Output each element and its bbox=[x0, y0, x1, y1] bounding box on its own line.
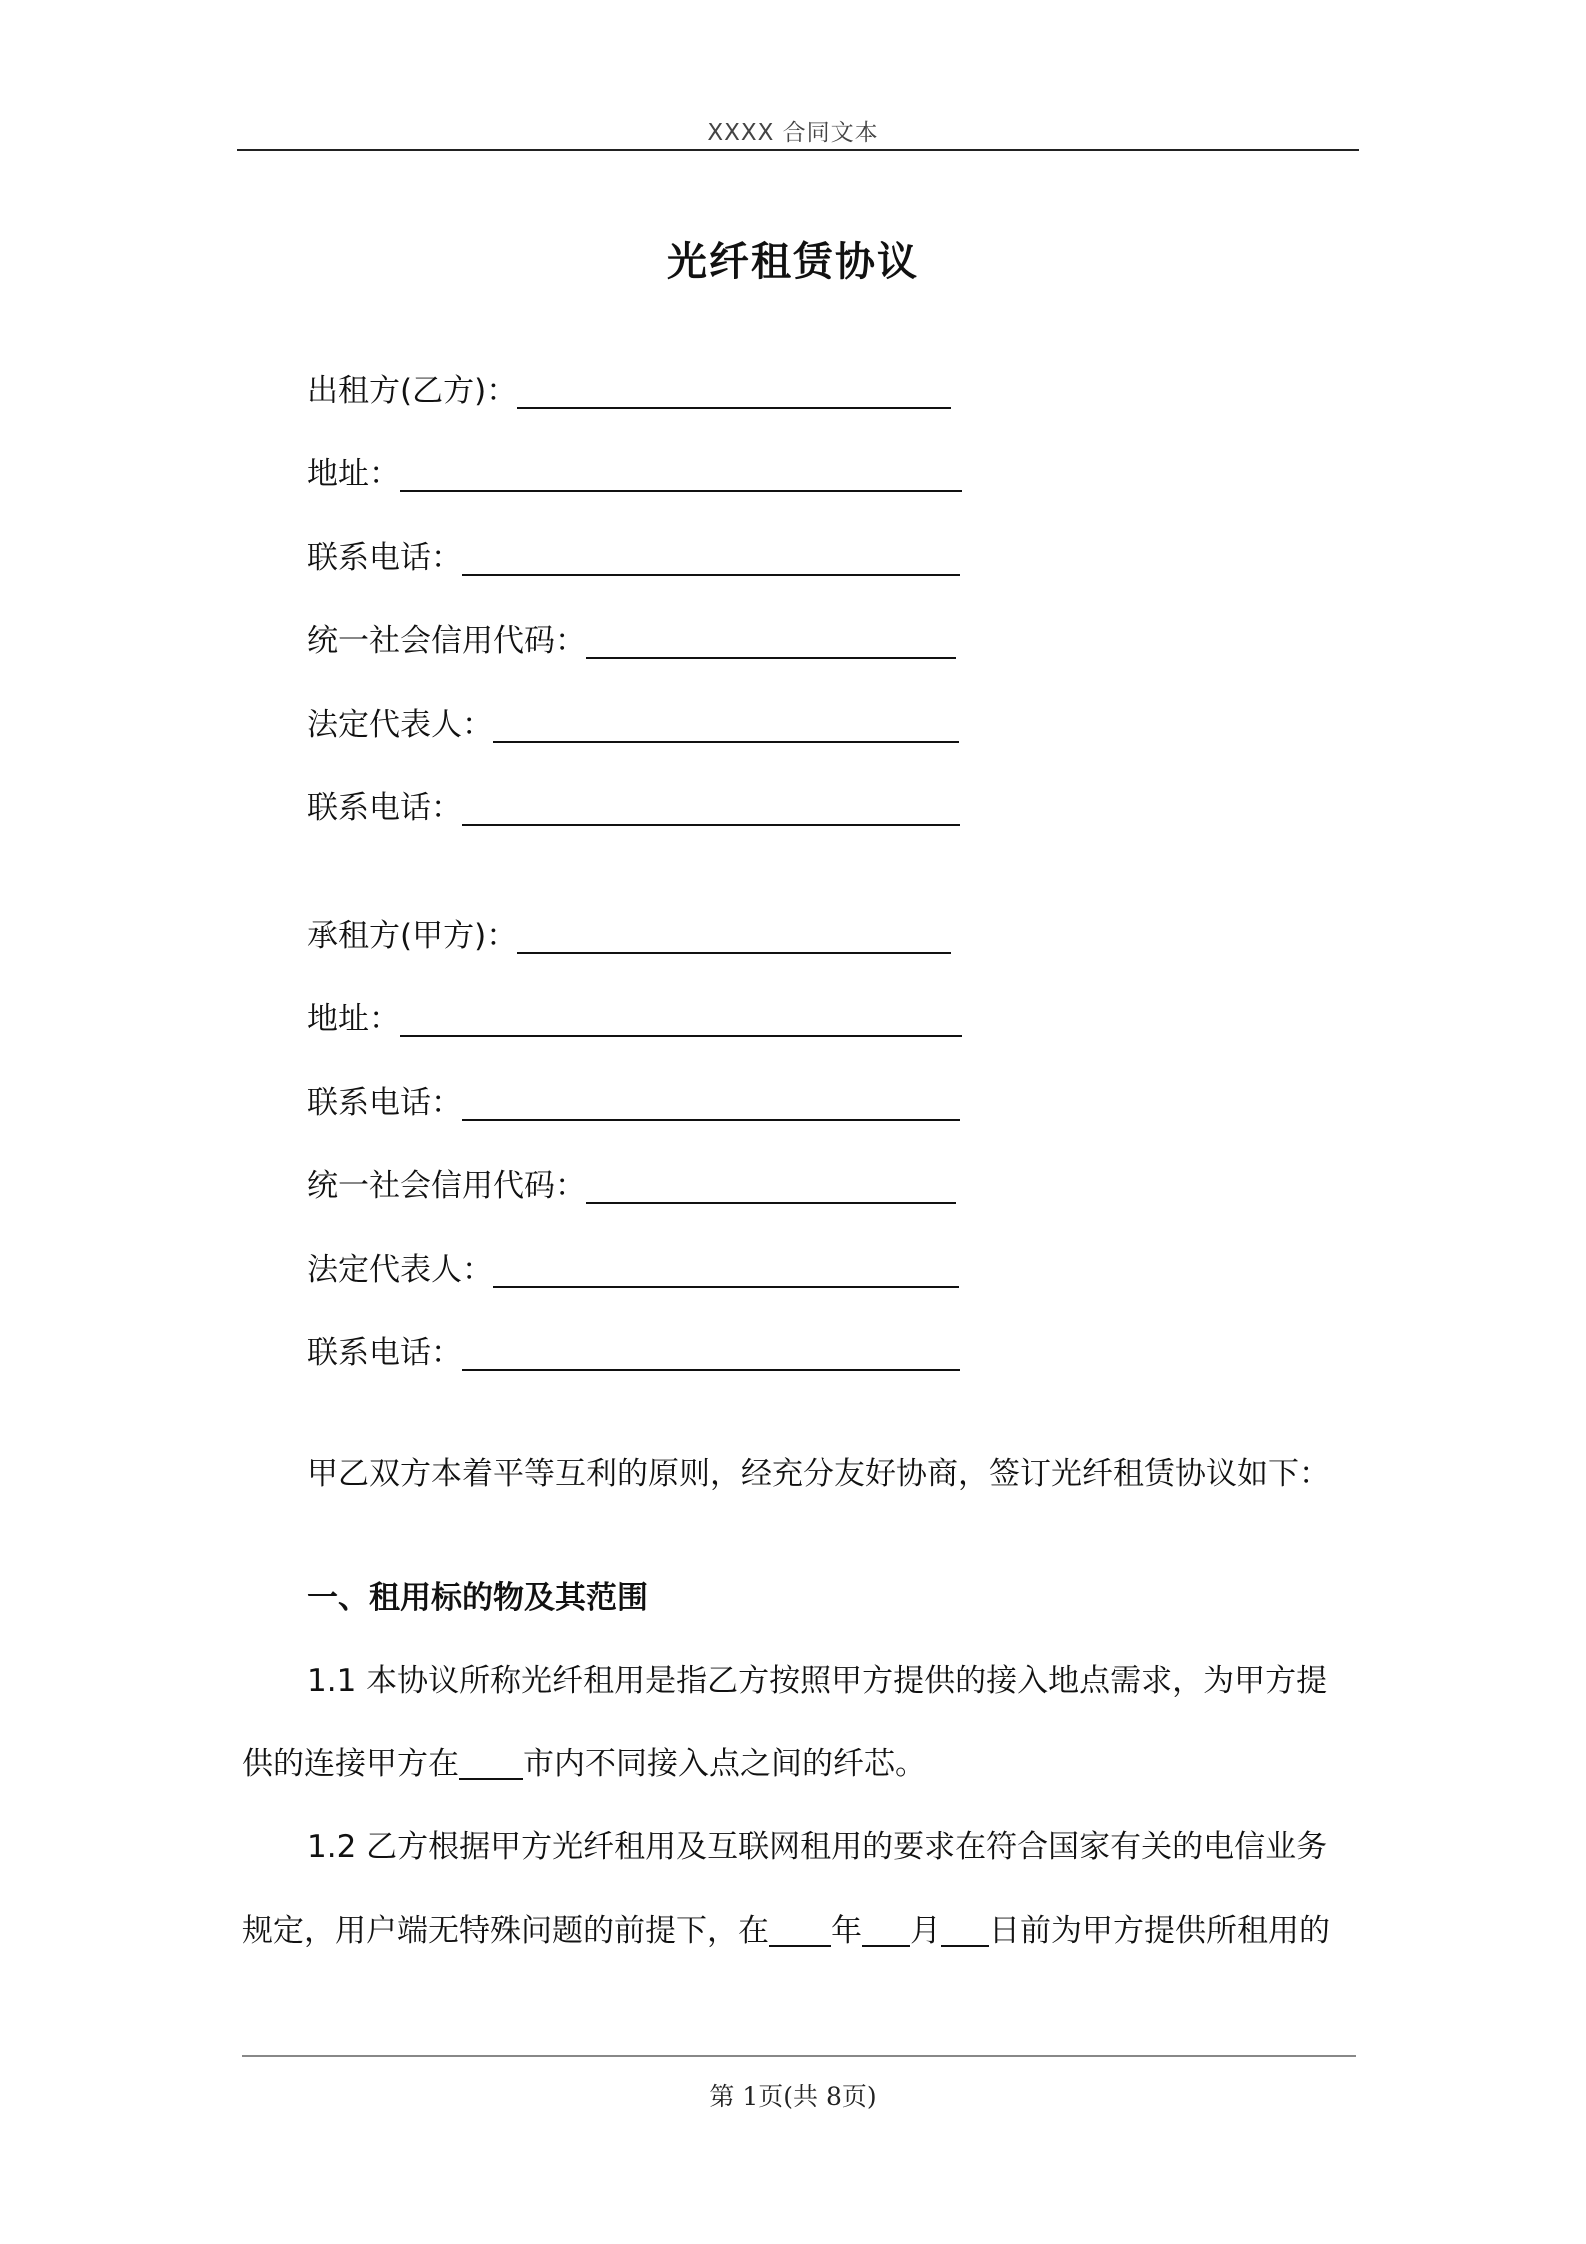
field-label: 法定代表人： bbox=[307, 707, 493, 743]
lessee-address-field bbox=[307, 979, 962, 1039]
text-segment: 市内不同接入点之间的纤芯。 bbox=[523, 1746, 926, 1782]
lessor-credit-code-field bbox=[307, 601, 956, 661]
intro-paragraph: 甲乙双方本着平等互利的原则，经充分友好协商，签订光纤租赁协议如下： bbox=[307, 1456, 1330, 1492]
field-label: 联系电话： bbox=[307, 790, 462, 826]
lessor-name-field bbox=[307, 351, 951, 411]
page-number: 第 1页(共 8页) bbox=[709, 2082, 877, 2111]
blank-line bbox=[586, 1202, 956, 1204]
lessee-name-field bbox=[307, 896, 951, 956]
field-label: 地址： bbox=[307, 456, 400, 492]
lessee-credit-code-field bbox=[307, 1146, 956, 1206]
field-label: 地址： bbox=[307, 1001, 400, 1037]
blank-line bbox=[462, 1369, 960, 1371]
clause-1-1-line-2 bbox=[242, 1744, 1356, 1784]
header-divider bbox=[237, 149, 1359, 151]
field-label: 出租方(乙方)： bbox=[307, 373, 518, 409]
field-label: 联系电话： bbox=[307, 1335, 462, 1371]
text-segment: 日前为甲方提供所租用的 bbox=[989, 1913, 1330, 1949]
lessee-phone-field bbox=[307, 1063, 960, 1123]
section-heading: 一、租用标的物及其范围 bbox=[307, 1580, 648, 1616]
lessee-legal-rep-field bbox=[307, 1230, 959, 1290]
document-title: 光纤租赁协议 bbox=[667, 239, 919, 285]
lessor-phone-field bbox=[307, 518, 960, 578]
blank-line bbox=[517, 952, 951, 954]
blank-line bbox=[517, 407, 951, 409]
field-label: 统一社会信用代码： bbox=[307, 1168, 586, 1204]
blank-line bbox=[462, 1119, 960, 1121]
header-title: XXXX 合同文本 bbox=[707, 120, 879, 146]
lessor-rep-phone-field bbox=[307, 768, 960, 828]
footer-divider bbox=[242, 2055, 1356, 2057]
lessee-rep-phone-field bbox=[307, 1313, 960, 1373]
field-label: 联系电话： bbox=[307, 540, 462, 576]
blank-line bbox=[586, 657, 956, 659]
clause-1-2-line-1: 1.2 乙方根据甲方光纤租用及互联网租用的要求在符合国家有关的电信业务 bbox=[307, 1829, 1328, 1865]
month-label: 月 bbox=[910, 1913, 941, 1949]
blank-line bbox=[400, 1035, 962, 1037]
month-blank bbox=[862, 1915, 910, 1947]
field-label: 联系电话： bbox=[307, 1085, 462, 1121]
blank-line bbox=[493, 1286, 959, 1288]
lessor-legal-rep-field bbox=[307, 685, 959, 745]
year-label: 年 bbox=[831, 1913, 862, 1949]
clause-1-1-line-1: 1.1 本协议所称光纤租用是指乙方按照甲方提供的接入地点需求，为甲方提 bbox=[307, 1663, 1328, 1699]
day-blank bbox=[941, 1915, 989, 1947]
text-segment: 规定，用户端无特殊问题的前提下，在 bbox=[242, 1913, 769, 1949]
field-label: 法定代表人： bbox=[307, 1252, 493, 1288]
blank-line bbox=[493, 741, 959, 743]
blank-line bbox=[462, 574, 960, 576]
field-label: 统一社会信用代码： bbox=[307, 623, 586, 659]
year-blank bbox=[769, 1915, 831, 1947]
blank-line bbox=[400, 490, 962, 492]
city-blank bbox=[459, 1748, 523, 1780]
text-segment: 供的连接甲方在 bbox=[242, 1746, 459, 1782]
field-label: 承租方(甲方)： bbox=[307, 918, 518, 954]
lessor-address-field bbox=[307, 434, 962, 494]
blank-line bbox=[462, 824, 960, 826]
clause-1-2-line-2 bbox=[242, 1911, 1356, 1951]
